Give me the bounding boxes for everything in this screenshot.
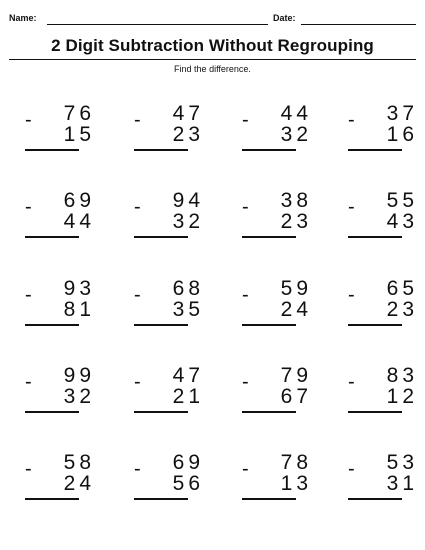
answer-line[interactable] — [25, 149, 79, 151]
minus-sign: - — [348, 196, 355, 218]
subtraction-problem — [25, 365, 95, 425]
subtraction-problem — [134, 103, 204, 163]
answer-line[interactable] — [348, 149, 402, 151]
subtraction-problem — [134, 278, 204, 338]
subtraction-problem — [25, 278, 95, 338]
name-field[interactable] — [47, 24, 268, 25]
minus-sign: - — [242, 284, 249, 306]
minus-sign: - — [348, 458, 355, 480]
minus-sign: - — [134, 458, 141, 480]
subtraction-problem — [348, 190, 418, 250]
answer-line[interactable] — [25, 498, 79, 500]
subtrahend: 23 — [172, 123, 204, 146]
minuend: 65 — [386, 277, 418, 300]
subtrahend: 44 — [63, 210, 95, 233]
minuend: 78 — [280, 451, 312, 474]
subtrahend: 16 — [386, 123, 418, 146]
subtraction-problem — [242, 190, 312, 250]
subtrahend: 56 — [172, 472, 204, 495]
minuend: 47 — [172, 364, 204, 387]
subtrahend: 32 — [172, 210, 204, 233]
subtraction-problem — [25, 190, 95, 250]
name-label: Name: — [9, 13, 37, 23]
subtrahend: 12 — [386, 385, 418, 408]
minus-sign: - — [25, 371, 32, 393]
minus-sign: - — [242, 109, 249, 131]
subtrahend: 21 — [172, 385, 204, 408]
minuend: 83 — [386, 364, 418, 387]
answer-line[interactable] — [348, 411, 402, 413]
subtrahend: 43 — [386, 210, 418, 233]
minuend: 93 — [63, 277, 95, 300]
minuend: 79 — [280, 364, 312, 387]
minus-sign: - — [134, 284, 141, 306]
worksheet-title: 2 Digit Subtraction Without Regrouping — [51, 36, 374, 55]
subtrahend: 32 — [280, 123, 312, 146]
minuend: 58 — [63, 451, 95, 474]
minuend: 55 — [386, 189, 418, 212]
answer-line[interactable] — [25, 324, 79, 326]
subtraction-problem — [348, 103, 418, 163]
answer-line[interactable] — [134, 498, 188, 500]
subtrahend: 31 — [386, 472, 418, 495]
subtraction-problem — [348, 278, 418, 338]
minus-sign: - — [348, 371, 355, 393]
subtrahend: 24 — [280, 298, 312, 321]
subtraction-problem — [242, 278, 312, 338]
minuend: 99 — [63, 364, 95, 387]
subtraction-problem — [134, 365, 204, 425]
minus-sign: - — [348, 109, 355, 131]
minuend: 38 — [280, 189, 312, 212]
answer-line[interactable] — [242, 498, 296, 500]
minus-sign: - — [134, 109, 141, 131]
minuend: 47 — [172, 102, 204, 125]
answer-line[interactable] — [348, 236, 402, 238]
title-divider — [9, 59, 416, 60]
minus-sign: - — [25, 109, 32, 131]
subtrahend: 23 — [386, 298, 418, 321]
answer-line[interactable] — [348, 324, 402, 326]
subtrahend: 15 — [63, 123, 95, 146]
minus-sign: - — [242, 458, 249, 480]
minus-sign: - — [134, 371, 141, 393]
minus-sign: - — [134, 196, 141, 218]
subtraction-problem — [134, 190, 204, 250]
date-label: Date: — [273, 13, 296, 23]
minus-sign: - — [242, 196, 249, 218]
minuend: 68 — [172, 277, 204, 300]
answer-line[interactable] — [348, 498, 402, 500]
subtraction-problem — [25, 103, 95, 163]
subtraction-problem — [242, 452, 312, 512]
answer-line[interactable] — [242, 411, 296, 413]
minuend: 94 — [172, 189, 204, 212]
subtrahend: 32 — [63, 385, 95, 408]
minus-sign: - — [25, 196, 32, 218]
subtraction-problem — [134, 452, 204, 512]
subtraction-problem — [348, 452, 418, 512]
answer-line[interactable] — [134, 324, 188, 326]
subtrahend: 67 — [280, 385, 312, 408]
instructions-text: Find the difference. — [174, 64, 251, 74]
answer-line[interactable] — [242, 324, 296, 326]
subtrahend: 13 — [280, 472, 312, 495]
answer-line[interactable] — [25, 411, 79, 413]
subtrahend: 35 — [172, 298, 204, 321]
minuend: 69 — [172, 451, 204, 474]
subtraction-problem — [348, 365, 418, 425]
minus-sign: - — [25, 458, 32, 480]
minuend: 59 — [280, 277, 312, 300]
minuend: 76 — [63, 102, 95, 125]
answer-line[interactable] — [134, 149, 188, 151]
subtraction-problem — [242, 365, 312, 425]
minus-sign: - — [348, 284, 355, 306]
minuend: 44 — [280, 102, 312, 125]
date-field[interactable] — [301, 24, 416, 25]
answer-line[interactable] — [134, 236, 188, 238]
subtrahend: 81 — [63, 298, 95, 321]
minuend: 69 — [63, 189, 95, 212]
minus-sign: - — [242, 371, 249, 393]
subtraction-problem — [242, 103, 312, 163]
answer-line[interactable] — [134, 411, 188, 413]
answer-line[interactable] — [242, 149, 296, 151]
subtrahend: 24 — [63, 472, 95, 495]
minuend: 37 — [386, 102, 418, 125]
minus-sign: - — [25, 284, 32, 306]
subtraction-problem — [25, 452, 95, 512]
worksheet-header — [9, 12, 416, 28]
subtrahend: 23 — [280, 210, 312, 233]
answer-line[interactable] — [25, 236, 79, 238]
answer-line[interactable] — [242, 236, 296, 238]
minuend: 53 — [386, 451, 418, 474]
